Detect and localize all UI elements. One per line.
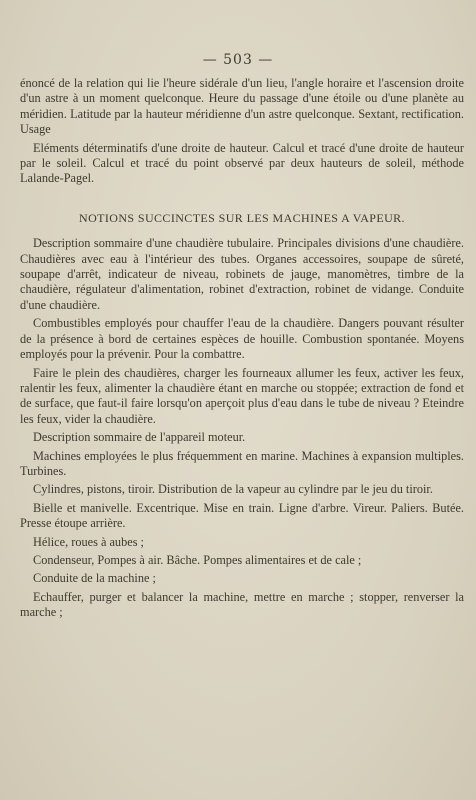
paragraph-start-stop: Echauffer, purger et balancer la machine, mettre en marche ; stopper, renverser la marche ;	[20, 589, 464, 620]
paragraph-combustibles: Combustibles employés pour chauffer l'eau de la chaudière. Dangers pouvant résulter de la présence à bord de certaines espèces de houille. Combustion spontanée. Moyens employés pour la prévenir. Pour la combattre.	[20, 316, 464, 362]
paragraph-condenser: Condenseur, Pompes à air. Bâche. Pompes alimentaires et de cale ;	[33, 552, 362, 567]
page-body	[20, 76, 464, 624]
paragraph-crank: Bielle et manivelle. Excentrique. Mise en train. Ligne d'arbre. Vireur. Paliers. Butée. Presse étoupe arrière.	[20, 500, 464, 531]
page-number: — 503 —	[202, 52, 274, 68]
paragraph-machine-operation: Conduite de la machine ;	[33, 571, 156, 586]
section-heading: NOTIONS SUCCINCTES SUR LES MACHINES A VAPEUR.	[79, 210, 405, 225]
paragraph-propeller: Hélice, roues à aubes ;	[33, 534, 144, 549]
paragraph-cylinders: Cylindres, pistons, tiroir. Distribution de la vapeur au cylindre par le jeu du tiroir.	[33, 482, 433, 497]
paragraph-boiler-description: Description sommaire d'une chaudière tubulaire. Principales divisions d'une chaudière. Chaudières avec eau à l'intérieur des tubes. Organes accessoires, soupape de sûreté, soupape d'arrêt, indicateur de niveau, robinets de jauge, manomètres, timbre de la chaudière, régulateur d'alimentation, robinet d'extraction, robinet de vidange. Conduite d'une chaudière.	[20, 236, 464, 312]
paragraph-astronomy-continued: énoncé de la relation qui lie l'heure sidérale d'un lieu, l'angle horaire et l'ascension droite d'un astre à un moment quelconque. Heure du passage d'une étoile ou d'une planète au méridien. Latitude par la hauteur méridienne d'un astre quelconque. Sextant, rectification. Usage	[20, 76, 464, 137]
paragraph-height-line: Eléments déterminatifs d'une droite de hauteur. Calcul et tracé d'une droite de hauteur par le soleil. Calcul et tracé du point observé par deux hauteurs de soleil, méthode Lalande-Pagel.	[20, 140, 464, 186]
paragraph-boiler-operation: Faire le plein des chaudières, charger les fourneaux allumer les feux, activer les feux, ralentir les feux, alimenter la chaudière étant en marche ou stoppée; extraction de fond et de surface, que faut-il faire lorsqu'on aperçoit plus d'eau dans le tube de niveau ? Eteindre les feux, vider la chaudière.	[20, 365, 464, 426]
paragraph-marine-machines: Machines employées le plus fréquemment en marine. Machines à expansion multiples. Turbines.	[20, 448, 464, 478]
paragraph-engine-description: Description sommaire de l'appareil moteur.	[33, 430, 246, 445]
